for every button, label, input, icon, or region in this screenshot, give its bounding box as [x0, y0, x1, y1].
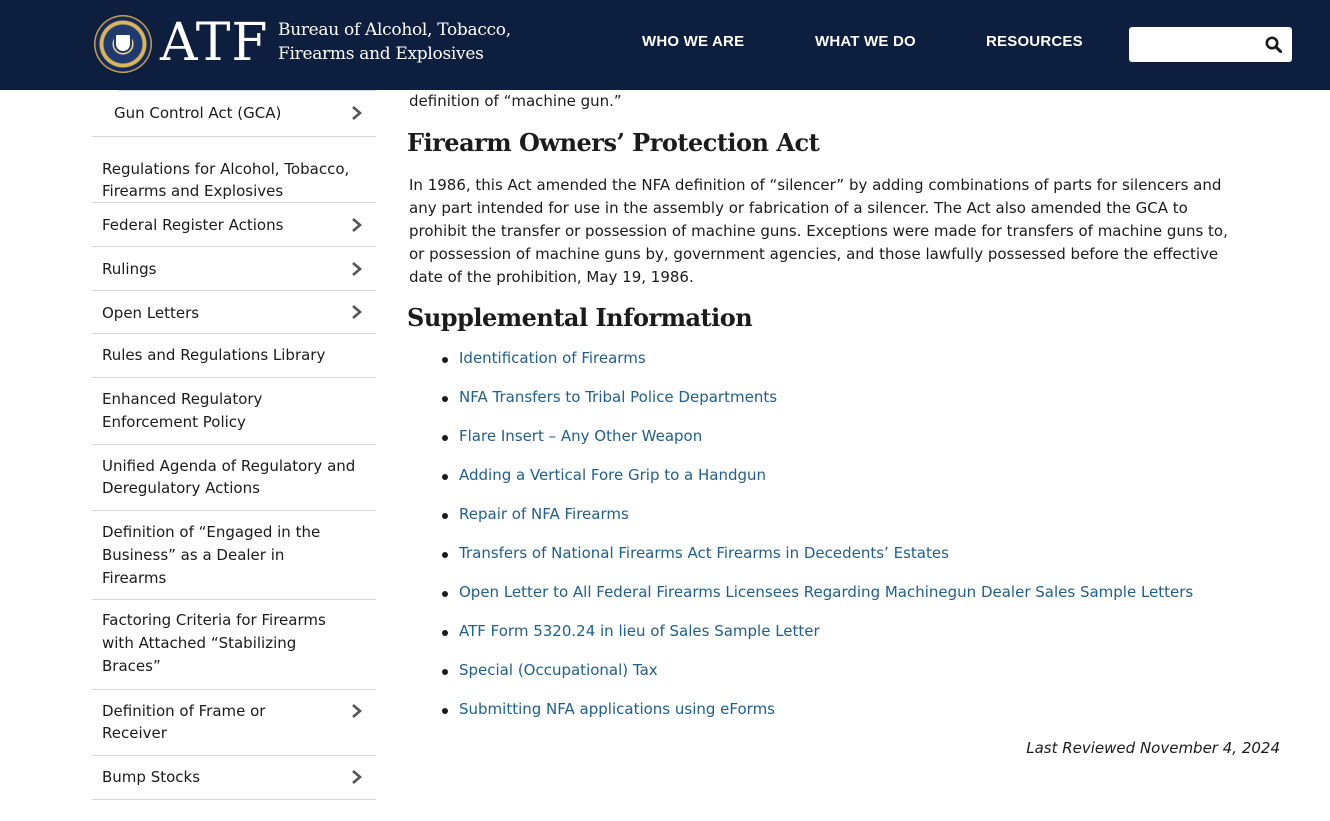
sidebar-item-label: Federal Register Actions: [102, 216, 284, 234]
sidebar-item-label: Definition of “Engaged in the: [102, 523, 321, 541]
chevron-right-icon[interactable]: [350, 304, 364, 320]
sidebar-item-label: Deregulatory Actions: [102, 479, 260, 497]
link-form-5320-24[interactable]: ATF Form 5320.24 in lieu of Sales Sample Letter: [459, 622, 820, 640]
nav-who-we-are[interactable]: WHO WE ARE: [642, 33, 745, 50]
sidebar-item-label: Factoring Criteria for Firearms: [102, 611, 326, 629]
link-decedents-estates[interactable]: Transfers of National Firearms Act Firearms in Decedents’ Estates: [459, 544, 949, 562]
divider: [118, 90, 376, 92]
sidebar-item-gun-control-act[interactable]: [92, 90, 376, 137]
chevron-right-icon[interactable]: [350, 105, 364, 121]
sidebar-item-unified-agenda[interactable]: [92, 445, 376, 511]
sidebar-item-label: Open Letters: [102, 304, 200, 322]
sidebar-item-label: Braces”: [102, 657, 161, 675]
link-nfa-transfers-tribal-police[interactable]: NFA Transfers to Tribal Police Departments: [459, 388, 778, 406]
sidebar-item-label: Firearms and Explosives: [102, 182, 284, 200]
sidebar-item-label: Rulings: [102, 260, 157, 278]
sidebar-item-label: with Attached “Stabilizing: [102, 634, 297, 652]
sidebar-nav: [92, 90, 376, 800]
sidebar-item-label: Gun Control Act (GCA): [114, 104, 282, 122]
last-reviewed-date: Last Reviewed November 4, 2024: [1026, 739, 1280, 757]
chevron-right-icon[interactable]: [350, 703, 364, 719]
chevron-right-icon[interactable]: [350, 261, 364, 277]
bureau-name-line1: Bureau of Alcohol, Tobacco,: [278, 20, 511, 40]
link-open-letter-sales-sample[interactable]: Open Letter to All Federal Firearms Licensees Regarding Machinegun Dealer Sales Sample Letters: [459, 583, 1194, 601]
nav-what-we-do[interactable]: WHAT WE DO: [815, 33, 916, 50]
heading-fopa: Firearm Owners’ Protection Act: [407, 128, 820, 157]
heading-supplemental: Supplemental Information: [407, 303, 753, 332]
sidebar-item-label: Enforcement Policy: [102, 413, 246, 431]
sidebar-item-label: Bump Stocks: [102, 768, 201, 786]
bureau-name[interactable]: [278, 18, 511, 66]
search-icon[interactable]: [1265, 36, 1282, 53]
atf-logo-text[interactable]: ATF: [160, 13, 269, 73]
paragraph-line: any part intended for use in the assembly or fabrication of a silencer. The Act also amended the GCA to: [409, 199, 1188, 217]
sidebar-item-label: Rules and Regulations Library: [102, 346, 326, 364]
sidebar-item-federal-register[interactable]: [92, 203, 376, 247]
sidebar-item-label: Regulations for Alcohol, Tobacco,: [102, 160, 350, 178]
sidebar-item-label: Unified Agenda of Regulatory and: [102, 457, 356, 475]
nav-resources[interactable]: RESOURCES: [986, 33, 1083, 50]
sidebar-item-stabilizing-braces[interactable]: [92, 600, 376, 690]
sidebar-item-bump-stocks[interactable]: [92, 756, 376, 800]
sidebar-item-label: Definition of Frame or: [102, 702, 266, 720]
sidebar-item-open-letters[interactable]: [92, 291, 376, 334]
sidebar-item-rulings[interactable]: [92, 247, 376, 291]
sidebar-item-frame-or-receiver[interactable]: [92, 690, 376, 756]
link-identification-of-firearms[interactable]: Identification of Firearms: [459, 349, 646, 367]
sidebar-item-regulations[interactable]: [92, 137, 376, 203]
link-special-occupational-tax[interactable]: Special (Occupational) Tax: [459, 661, 658, 679]
paragraph-line: or possession of machine guns by, government agencies, and those lawfully possessed before the effective: [409, 245, 1219, 263]
link-eforms[interactable]: Submitting NFA applications using eForms: [459, 700, 775, 718]
sidebar-item-enforcement-policy[interactable]: [92, 378, 376, 445]
search-input[interactable]: [1129, 27, 1292, 62]
sidebar-item-label: Business” as a Dealer in: [102, 546, 285, 564]
sidebar-item-label: Firearms: [102, 569, 167, 587]
atf-seal-logo[interactable]: [94, 15, 152, 73]
paragraph-line: In 1986, this Act amended the NFA definition of “silencer” by adding combinations of parts for silencers and: [409, 176, 1222, 194]
fopa-paragraph: [409, 174, 1228, 289]
chevron-right-icon[interactable]: [350, 769, 364, 785]
sidebar-item-rules-library[interactable]: [92, 334, 376, 378]
chevron-right-icon[interactable]: [350, 217, 364, 233]
site-header: [0, 0, 1330, 90]
link-repair-nfa-firearms[interactable]: Repair of NFA Firearms: [459, 505, 629, 523]
link-vertical-fore-grip[interactable]: Adding a Vertical Fore Grip to a Handgun: [459, 466, 767, 484]
paragraph-line: date of the prohibition, May 19, 1986.: [409, 268, 694, 286]
paragraph-line: prohibit the transfer or possession of machine guns. Exceptions were made for transfers of machine guns to,: [409, 222, 1228, 240]
sidebar-item-label: Receiver: [102, 724, 167, 742]
bureau-name-line2: Firearms and Explosives: [278, 44, 484, 64]
intro-tail-text: definition of “machine gun.”: [409, 92, 622, 110]
sidebar-item-label: Enhanced Regulatory: [102, 390, 263, 408]
link-flare-insert[interactable]: Flare Insert – Any Other Weapon: [459, 427, 703, 445]
sidebar-item-engaged-in-business[interactable]: [92, 511, 376, 600]
